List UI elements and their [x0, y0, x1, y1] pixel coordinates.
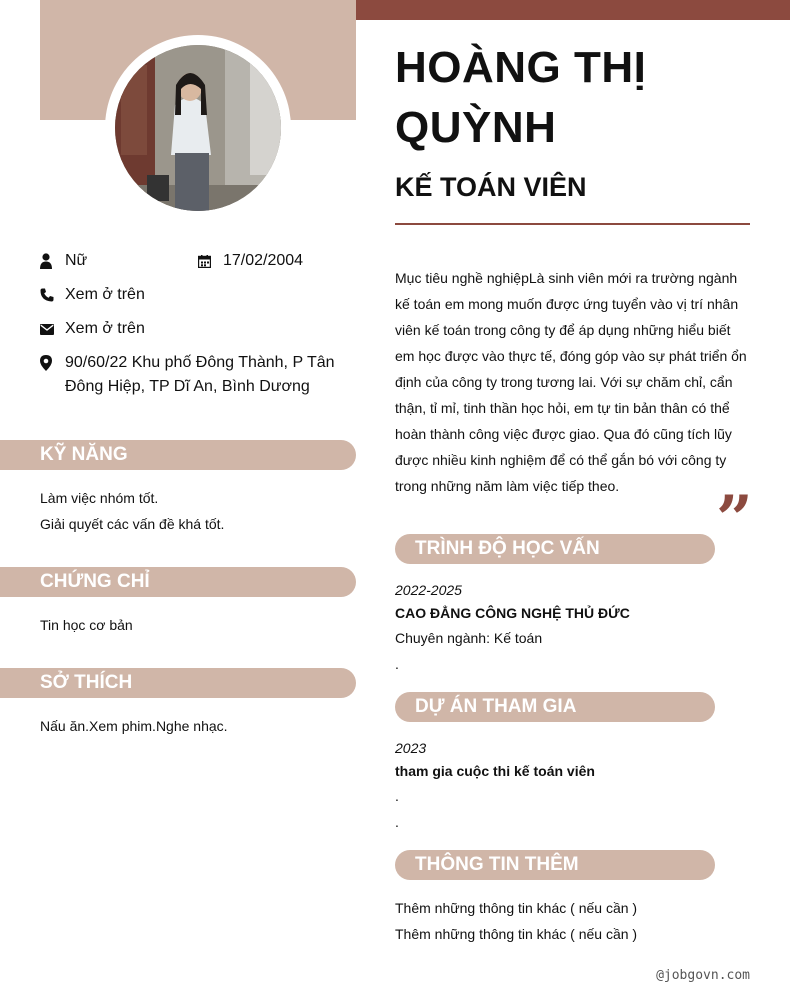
- location-pin-icon: [40, 351, 65, 375]
- birthdate-row: [198, 249, 303, 273]
- skills-heading: KỸ NĂNG: [0, 440, 356, 470]
- skills-list: [40, 485, 224, 537]
- hobbies-heading: SỞ THÍCH: [0, 668, 356, 698]
- gender-value: Nữ: [65, 252, 88, 269]
- address-row: [40, 351, 340, 399]
- name-line-1: HOÀNG THỊ: [395, 43, 647, 92]
- project-period: 2023: [395, 740, 427, 756]
- calendar-icon: [198, 249, 223, 273]
- title-divider: [395, 223, 750, 225]
- job-title: KẾ TOÁN VIÊN: [395, 172, 587, 202]
- certificates-list: [40, 612, 133, 638]
- education-extra: .: [395, 656, 399, 672]
- phone-icon: [40, 283, 65, 307]
- phone-value: Xem ở trên: [65, 286, 145, 303]
- list-item: Làm việc nhóm tốt.: [40, 490, 159, 506]
- education-school: CAO ĐẲNG CÔNG NGHỆ THỦ ĐỨC: [395, 605, 630, 621]
- person-icon: [40, 249, 65, 273]
- certificates-heading: CHỨNG CHỈ: [0, 567, 356, 597]
- envelope-icon: [40, 317, 65, 341]
- education-heading: TRÌNH ĐỘ HỌC VẤN: [395, 534, 715, 564]
- list-item: Thêm những thông tin khác ( nếu cần ): [395, 926, 638, 942]
- education-period: 2022-2025: [395, 582, 462, 598]
- email-row: [40, 317, 145, 341]
- career-objective: Mục tiêu nghề nghiệpLà sinh viên mới ra trường ngành kế toán em mong muốn được ứng tuyển vào vị trí nhân viên kế toán trong công ty để áp dụng những hiểu biết em học được vào thực tế, đóng góp vào sự phát triển ổn định của công ty trong tương lai. Với sự chăm chỉ, cẩn thận, tỉ mỉ, tinh thần học hỏi, em tự tin bản thân có thể hoàn thành công việc được giao. Qua đó cũng tích lũy được nhiều kinh nghiệm để có thể gắn bó với công ty trong những năm làm việc tiếp theo.: [395, 270, 747, 494]
- birthdate-value: 17/02/2004: [223, 252, 304, 269]
- project-name: tham gia cuộc thi kế toán viên: [395, 763, 595, 779]
- name-line-2: QUỲNH: [395, 103, 557, 152]
- avatar: [115, 45, 281, 211]
- phone-row: [40, 283, 145, 307]
- list-item: Thêm những thông tin khác ( nếu cần ): [395, 900, 638, 916]
- top-accent-bar: [356, 0, 790, 20]
- address-value: 90/60/22 Khu phố Đông Thành, P Tân Đông Hiệp, TP Dĩ An, Bình Dương: [65, 354, 335, 395]
- projects-heading: DỰ ÁN THAM GIA: [395, 692, 715, 722]
- project-line: .: [395, 788, 399, 804]
- gender-row: [40, 249, 87, 273]
- quote-icon: ”: [716, 482, 747, 557]
- list-item: Tin học cơ bản: [40, 617, 133, 633]
- more-info-heading: THÔNG TIN THÊM: [395, 850, 715, 880]
- project-line: .: [395, 814, 399, 830]
- education-major: Chuyên ngành: Kế toán: [395, 630, 543, 646]
- candidate-name: [395, 38, 755, 158]
- list-item: Giải quyết các vấn đề khá tốt.: [40, 516, 225, 532]
- more-info-list: [395, 895, 637, 947]
- hobbies-list: [40, 713, 228, 739]
- list-item: Nấu ăn.Xem phim.Nghe nhạc.: [40, 718, 228, 734]
- email-value: Xem ở trên: [65, 320, 145, 337]
- portrait-photo: [115, 45, 281, 211]
- footer-watermark: @jobgovn.com: [656, 968, 750, 983]
